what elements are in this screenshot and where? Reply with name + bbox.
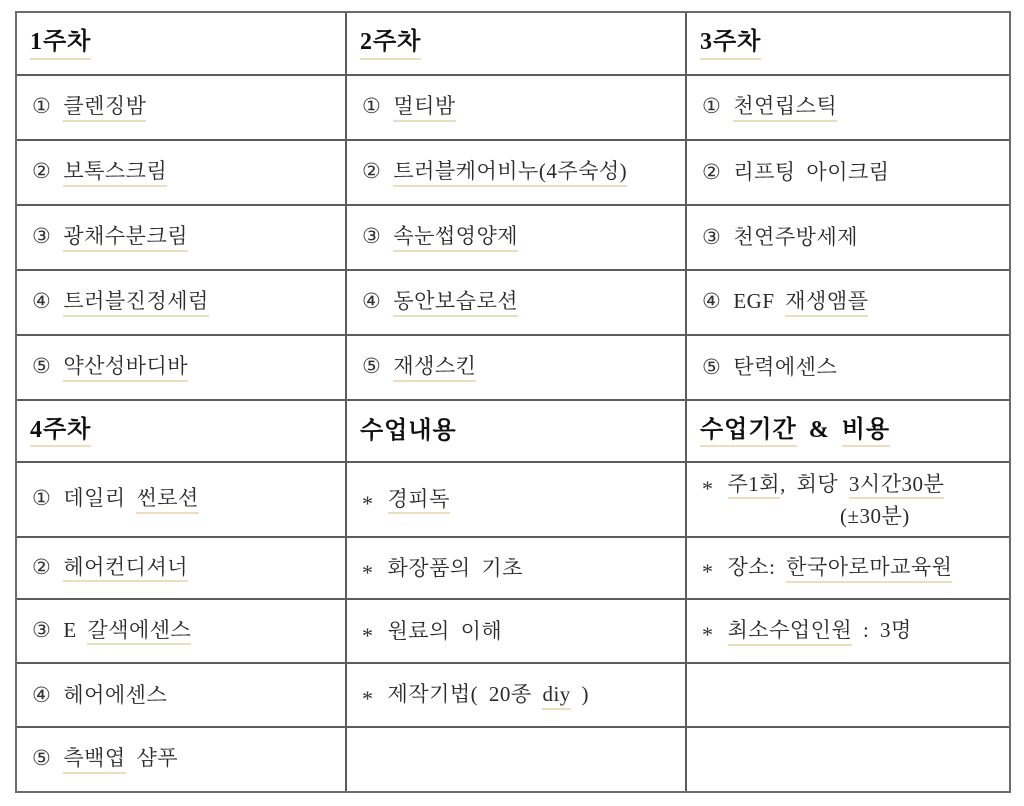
text-segment: 리프팅 아이크림: [733, 160, 890, 185]
cell-text-line: [362, 485, 679, 514]
asterisk-marker: *: [362, 490, 374, 516]
circled-number-marker: ②: [32, 554, 52, 579]
circled-number-marker: ①: [702, 94, 722, 119]
circled-number-marker: ③: [362, 224, 382, 249]
table-row-item4: [17, 271, 1009, 336]
week3-item-1: [687, 76, 1009, 139]
text-segment: 썬로션: [136, 487, 198, 513]
circled-number-marker: ④: [362, 289, 382, 314]
text-segment: 수업내용: [360, 418, 457, 444]
circled-number-marker: ②: [702, 160, 722, 185]
circled-number-marker: ⑤: [362, 354, 382, 379]
header-period-and-cost: [687, 401, 1009, 461]
period-item-3: [687, 600, 1009, 662]
asterisk-marker: *: [702, 475, 714, 501]
circled-number-marker: ①: [362, 94, 382, 119]
text-segment: E: [63, 617, 88, 642]
week2-item-2: [347, 141, 687, 204]
table-row-item3: [17, 206, 1009, 271]
cell-text-line: [362, 353, 679, 381]
cell-text-line: [362, 680, 679, 712]
cell-text-line: [360, 416, 679, 446]
content-item-1: [347, 463, 687, 536]
week4-item-3: [17, 600, 347, 662]
week3-item-3: [687, 206, 1009, 269]
header-week4: [17, 401, 347, 461]
text-segment: 장소:: [727, 555, 787, 580]
empty-cell: [347, 728, 687, 791]
cell-text-line: [702, 470, 1003, 499]
cell-text-line: [30, 415, 339, 447]
cell-text-line: [702, 224, 1003, 250]
text-segment: 화장품의 기초: [387, 556, 523, 581]
text-segment: 탄력에센스: [733, 355, 838, 380]
week4-item-2: [17, 538, 347, 598]
cell-text-line: [32, 353, 339, 381]
text-segment: : 3명: [852, 618, 912, 643]
content-item-4: [347, 664, 687, 726]
text-segment: 동안보습로션: [393, 290, 518, 316]
text-segment: 한국아로마교육원: [786, 556, 952, 582]
content-item-3: [347, 600, 687, 662]
table-row-headers-week4-info: [17, 401, 1009, 463]
cell-text-line: [702, 553, 1003, 585]
text-segment: 클렌징밤: [63, 95, 146, 121]
week1-item-4: [17, 271, 347, 334]
week2-item-3: [347, 206, 687, 269]
table-row-headers-week1-3: [17, 13, 1009, 76]
cell-text-line: [702, 159, 1003, 185]
cell-text-line: [702, 616, 1003, 648]
table-row-item2: [17, 141, 1009, 206]
text-segment: 샴푸: [125, 746, 179, 771]
text-segment: 측백엽: [63, 747, 125, 773]
header-class-content: [347, 401, 687, 461]
text-segment: 헤어에센스: [63, 682, 168, 707]
week3-item-2: [687, 141, 1009, 204]
text-segment: 원료의 이해: [387, 619, 503, 644]
circled-number-marker: ④: [702, 289, 722, 314]
table-row-item6: [17, 463, 1009, 538]
week4-item-4: [17, 664, 347, 726]
text-segment: 4주차: [30, 418, 91, 447]
week2-item-1: [347, 76, 687, 139]
text-segment: 수업기간: [700, 418, 797, 447]
cell-text-line: [362, 158, 679, 186]
circled-number-marker: ⑤: [702, 355, 722, 380]
week3-item-4: [687, 271, 1009, 334]
circled-number-marker: ①: [32, 94, 52, 119]
header-week3: [687, 13, 1009, 74]
text-segment: 2주차: [360, 30, 421, 59]
cell-text-line: [362, 554, 679, 586]
circled-number-marker: ①: [32, 486, 52, 511]
text-segment: 천연주방세제: [733, 225, 859, 250]
week4-item-1: [17, 463, 347, 536]
week1-item-3: [17, 206, 347, 269]
week4-item-5: [17, 728, 347, 791]
asterisk-marker: *: [362, 560, 374, 586]
text-segment: 주1회: [728, 473, 781, 499]
cell-text-line: [702, 288, 1003, 316]
text-segment: ): [570, 682, 590, 707]
cell-text-line: [362, 223, 679, 251]
text-segment: 속눈썹영양제: [393, 225, 518, 251]
asterisk-marker: *: [362, 686, 374, 712]
cell-text-line: [32, 223, 339, 251]
text-segment: 멀티밤: [393, 95, 455, 121]
circled-number-marker: ③: [702, 225, 722, 250]
cell-text-line: [362, 617, 679, 649]
circled-number-marker: ④: [32, 682, 52, 707]
circled-number-marker: ⑤: [32, 354, 52, 379]
empty-cell: [687, 664, 1009, 726]
cell-text-line: [702, 354, 1003, 380]
week1-item-2: [17, 141, 347, 204]
text-segment: 트러블케어비누(4주숙성): [393, 160, 627, 186]
text-segment: 갈색에센스: [87, 619, 191, 645]
empty-cell: [687, 728, 1009, 791]
text-segment: 재생스킨: [393, 355, 476, 381]
text-segment: 제작기법( 20종: [387, 682, 543, 707]
week1-item-5: [17, 336, 347, 399]
header-week1: [17, 13, 347, 74]
header-week2: [347, 13, 687, 74]
table-row-item10: [17, 728, 1009, 791]
cell-text-line: [700, 415, 1003, 447]
text-segment: 최소수업인원: [728, 619, 853, 645]
text-segment: 광채수분크림: [63, 225, 188, 251]
week1-item-1: [17, 76, 347, 139]
text-segment: 비용: [842, 418, 890, 447]
text-segment: 천연립스틱: [733, 95, 837, 121]
cell-text-line: [32, 93, 339, 121]
text-segment: , 회당: [780, 471, 849, 496]
text-segment: 3주차: [700, 30, 761, 59]
text-segment: &: [796, 416, 842, 443]
text-segment: diy: [542, 683, 570, 709]
table-row-item5: [17, 336, 1009, 401]
cell-text-line: [32, 288, 339, 316]
text-segment: 재생앰플: [785, 290, 868, 316]
circled-number-marker: ⑤: [32, 746, 52, 771]
week3-item-5: [687, 336, 1009, 399]
cell-text-line: [362, 93, 679, 121]
cell-text-line: [360, 27, 679, 59]
text-segment: 트러블진정세럼: [63, 290, 209, 316]
cell-text-line: [30, 27, 339, 59]
asterisk-marker: *: [362, 623, 374, 649]
text-segment: 약산성바디바: [63, 355, 188, 381]
table-row-item7: [17, 538, 1009, 600]
week2-item-5: [347, 336, 687, 399]
table-row-item8: [17, 600, 1009, 664]
cell-text-line: [702, 503, 1003, 529]
week2-item-4: [347, 271, 687, 334]
cell-text-line: [32, 682, 339, 708]
cell-text-line: [32, 554, 339, 582]
circled-number-marker: ②: [362, 159, 382, 184]
text-segment: EGF: [733, 289, 786, 314]
circled-number-marker: ③: [32, 224, 52, 249]
cell-text-line: [32, 617, 339, 645]
cell-text-line: [32, 158, 339, 186]
content-item-2: [347, 538, 687, 598]
text-segment: 데일리: [63, 486, 137, 511]
text-segment: 헤어컨디셔너: [63, 556, 188, 582]
table-row-item9: [17, 664, 1009, 728]
circled-number-marker: ③: [32, 617, 52, 642]
period-item-1: [687, 463, 1009, 536]
cell-text-line: [32, 745, 339, 773]
circled-number-marker: ④: [32, 289, 52, 314]
text-segment: (±30분): [840, 503, 910, 528]
text-segment: 1주차: [30, 30, 91, 59]
asterisk-marker: *: [702, 622, 714, 648]
text-segment: 3시간30분: [849, 473, 944, 499]
asterisk-marker: *: [702, 559, 714, 585]
curriculum-table: [15, 11, 1011, 793]
text-segment: 경피독: [388, 488, 450, 514]
text-segment: 보톡스크림: [63, 160, 167, 186]
circled-number-marker: ②: [32, 159, 52, 184]
cell-text-line: [700, 27, 1003, 59]
cell-text-line: [32, 485, 339, 513]
period-item-2: [687, 538, 1009, 598]
cell-text-line: [702, 93, 1003, 121]
cell-text-line: [362, 288, 679, 316]
table-row-item1: [17, 76, 1009, 141]
